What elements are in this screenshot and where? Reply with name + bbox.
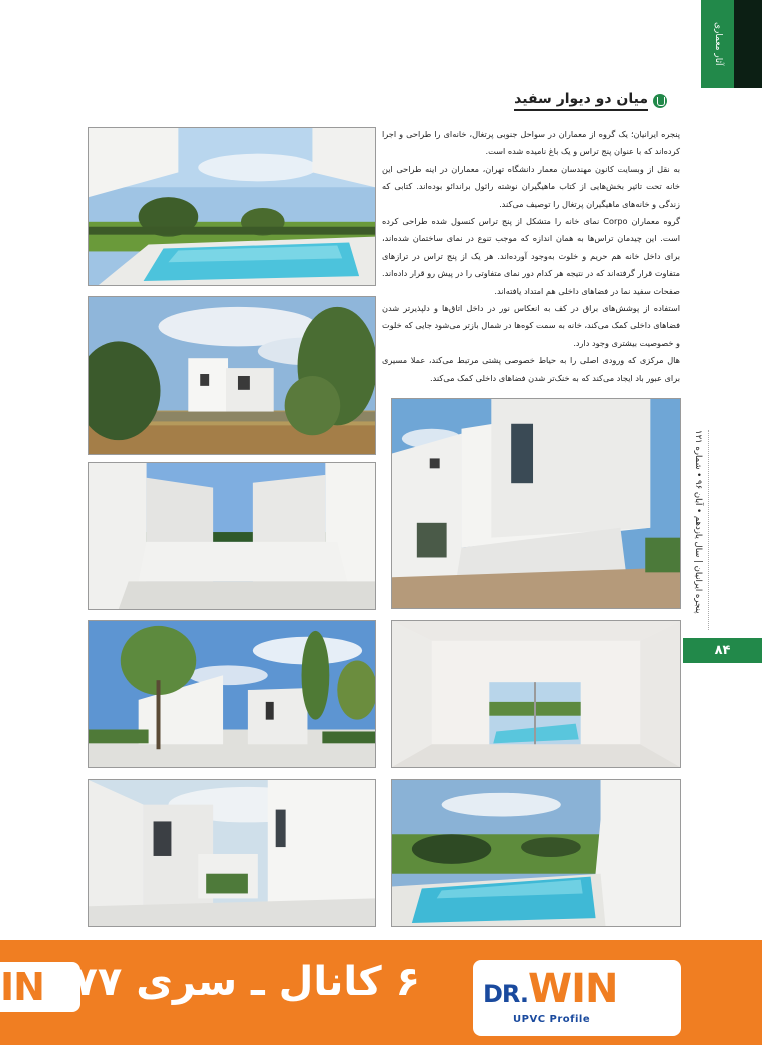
photo-pool-garden — [88, 127, 376, 286]
page-number: ۸۴ — [683, 638, 762, 663]
logo-win: WIN — [527, 966, 618, 1012]
logo-subtitle: UPVC Profile — [513, 1014, 591, 1025]
category-tab — [701, 0, 734, 88]
drwin-logo — [473, 960, 681, 1036]
photo-terrace-walls — [88, 462, 376, 610]
photo-house-blue-sky — [88, 620, 376, 768]
article-paragraph: هال مرکزی که ورودی اصلی را به حیاط خصوصی پشتی مرتبط می‌کند، عملا مسیری برای عبور باد ایجاد می‌کند که به خنک‌تر شدن فضاهای داخلی کمک می‌کند. — [382, 355, 680, 383]
photo-courtyard — [88, 779, 376, 927]
sidebar-rule — [708, 430, 710, 630]
photo-pool-golf — [391, 779, 681, 927]
ad-title: ۶ کانال ـ سری ۷۷ — [73, 959, 420, 1005]
category-tab-label: آثار معماری — [713, 22, 723, 66]
logo-dr: DR. — [483, 980, 528, 1008]
photo-house-trees — [88, 296, 376, 455]
article-heading — [514, 90, 667, 112]
article-paragraph: استفاده از پوشش‌های براق در کف به انعکاس نور در داخل اتاق‌ها و دلپذیرتر شدن فضاهای داخلی کمک می‌کند، خانه به سمت کوه‌ها در شمال باز‌تر می‌شود جایی که خلوت و خصوصیت بیشتری وجود دارد. — [382, 303, 680, 348]
drwin-logo-text — [483, 964, 617, 1014]
photo-interior-view — [391, 620, 681, 768]
article-paragraph: به نقل از وبسایت کانون مهندسان معمار دانشگاه تهران، معماران در اینه طراحی این خانه تحت تاثیر بخش‌هایی از کتاب ماهیگیران نوشته راثول براندائو بوده‌اند. کتابی که زندگی و خانه‌های ماهیگیران پرتغال را توصیف می‌کند. — [382, 163, 680, 209]
article-title: میان دو دیوار سفید — [514, 91, 648, 111]
section-icon — [653, 94, 667, 108]
ad-left-logo-text: IN — [0, 965, 44, 1009]
advertisement-banner — [0, 940, 762, 1045]
ad-left-logo — [0, 962, 80, 1012]
photo-house-corner — [391, 398, 681, 609]
article-paragraph: پنجره ایرانیان؛ یک گروه از معماران در سواحل جنوبی پرتغال، خانه‌ای را طراحی و اجرا کرده‌اند که با عنوان پنج تراس و یک باغ نامیده شده است. — [382, 129, 680, 157]
issue-info: پنجره ایرانیان | سال یازدهم • آبان ۹۶ • شماره ۱۲۱ — [693, 430, 703, 614]
article-body — [382, 126, 680, 387]
article-paragraph: گروه معماران Corpo نمای خانه را متشکل از پنج تراس کنسول شده طراحی کرده است. این چیدمان تراس‌ها به همان اندازه که موجب تنوع در نمای ساختمان شده‌اند، برای داخل خانه هم حریم و خلوت به‌وجود آورده‌اند. هر یک از پنج تراس در ترازهای متفاوت قرار گرفته‌اند که در نتیجه هر کدام دور نمای متفاوتی را در پیش رو قرار داده‌اند. صفحات سفید نما در فضاهای داخلی هم امتداد یافته‌اند. — [382, 216, 680, 296]
category-tab-band — [734, 0, 762, 88]
